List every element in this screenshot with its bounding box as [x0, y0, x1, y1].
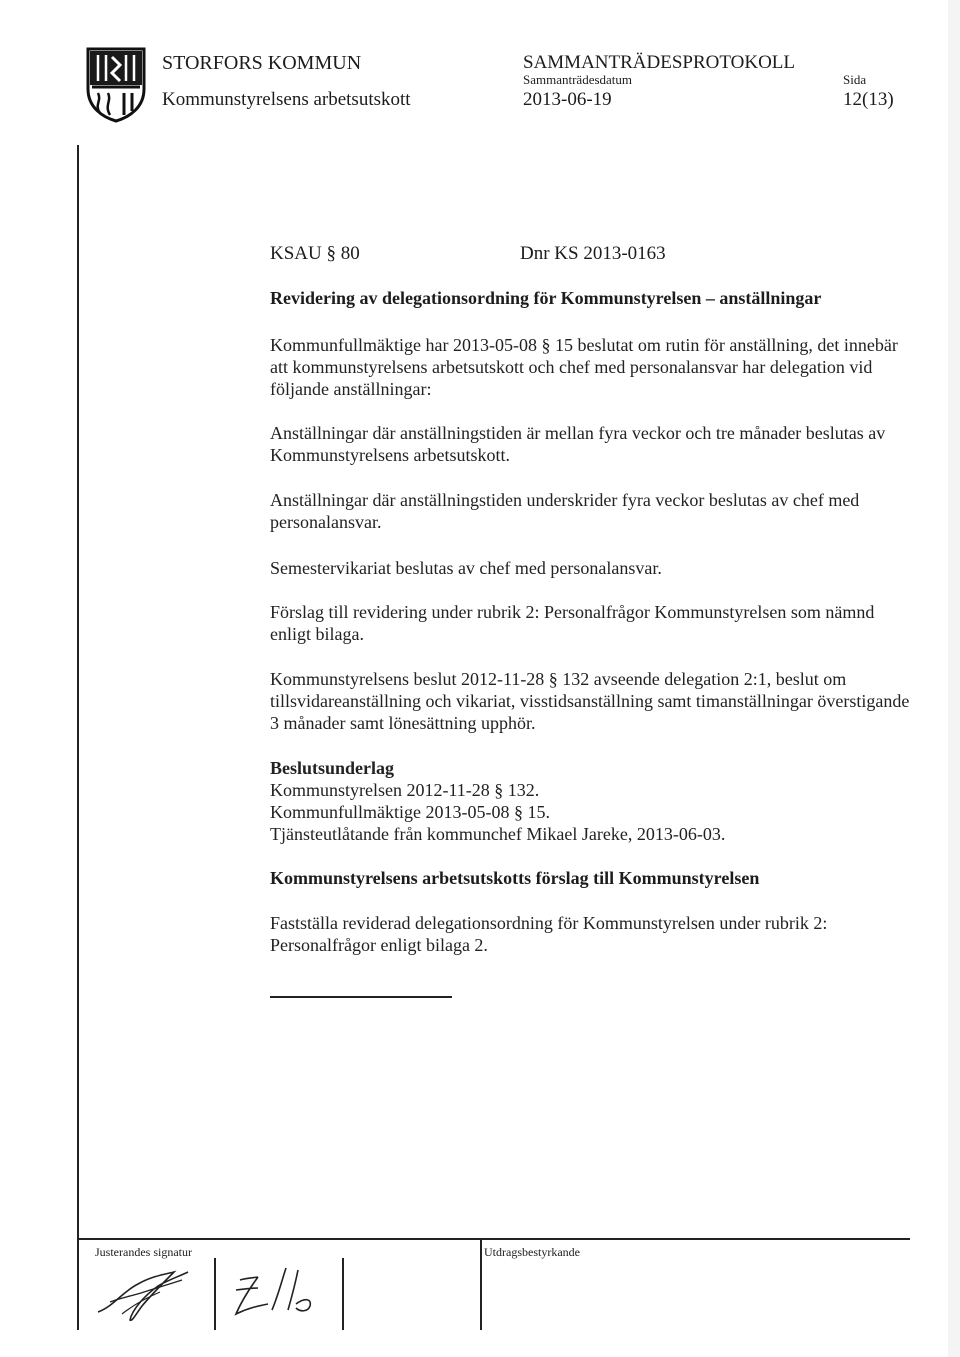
paragraph-1 [270, 334, 910, 400]
paragraph-text: Kommunstyrelsens beslut 2012-11-28 § 132 avseende delegation 2:1, beslut om tillsvidareanställning och vikariat, visstidsanställning samt timanställningar överstigande 3 månader samt lönesättning upphör. [270, 669, 910, 733]
paragraph-6 [270, 668, 910, 734]
extract-label: Utdragsbestyrkande [484, 1245, 580, 1259]
paragraph-3 [270, 489, 910, 533]
coat-of-arms-logo [84, 45, 148, 123]
basis-item: Kommunstyrelsen 2012-11-28 § 132. [270, 780, 540, 800]
paragraph-5 [270, 601, 910, 645]
date-label: Sammanträdesdatum [523, 72, 633, 87]
paragraph-text: Semestervikariat beslutas av chef med personalansvar. [270, 558, 662, 578]
paragraph-4 [270, 557, 910, 579]
paragraph-reference: KSAU § 80 [270, 243, 360, 264]
proposal-text: Fastställa reviderad delegationsordning för Kommunstyrelsen under rubrik 2: Personalfrågor enligt bilaga 2. [270, 913, 828, 955]
footer-rule [77, 1238, 910, 1240]
paragraph-text: Förslag till revidering under rubrik 2: Personalfrågor Kommunstyrelsen som nämnd enligt bilaga. [270, 602, 875, 644]
margin-rule [77, 145, 79, 1330]
paragraph-text: Kommunfullmäktige har 2013-05-08 § 15 beslutat om rutin för anställning, det innebär att kommunstyrelsens arbetsutskott och chef med personalansvar har delegation vid följande anställningar: [270, 335, 898, 399]
signature-label: Justerandes signatur [95, 1245, 192, 1259]
paragraph-text: Anställningar där anställningstiden underskrider fyra veckor beslutas av chef med personalansvar. [270, 490, 860, 532]
signature-2 [222, 1260, 332, 1326]
item-title: Revidering av delegationsordning för Kommunstyrelsen – anställningar [270, 288, 822, 308]
document-type: SAMMANTRÄDESPROTOKOLL [523, 52, 796, 73]
page-number: 12(13) [843, 89, 894, 110]
scan-edge [948, 0, 960, 1357]
section-end-line [270, 996, 452, 998]
committee-name: Kommunstyrelsens arbetsutskott [162, 89, 411, 110]
extract-divider [480, 1240, 482, 1330]
signature-1 [92, 1262, 202, 1328]
proposal-text-block [270, 912, 890, 956]
signature-divider [342, 1258, 344, 1330]
meeting-date: 2013-06-19 [523, 89, 612, 110]
decision-basis [270, 757, 910, 845]
basis-item: Kommunfullmäktige 2013-05-08 § 15. [270, 802, 550, 822]
paragraph-2 [270, 422, 910, 466]
decision-basis-heading: Beslutsunderlag [270, 758, 395, 778]
proposal-heading: Kommunstyrelsens arbetsutskotts förslag till Kommunstyrelsen [270, 868, 760, 888]
signature-divider [214, 1258, 216, 1330]
paragraph-text: Anställningar där anställningstiden är mellan fyra veckor och tre månader beslutas av Kommunstyrelsens arbetsutskott. [270, 423, 886, 465]
diary-number: Dnr KS 2013-0163 [520, 243, 666, 264]
page-label: Sida [843, 72, 867, 87]
organization-name: STORFORS KOMMUN [162, 52, 362, 74]
basis-item: Tjänsteutlåtande från kommunchef Mikael Jareke, 2013-06-03. [270, 824, 726, 844]
